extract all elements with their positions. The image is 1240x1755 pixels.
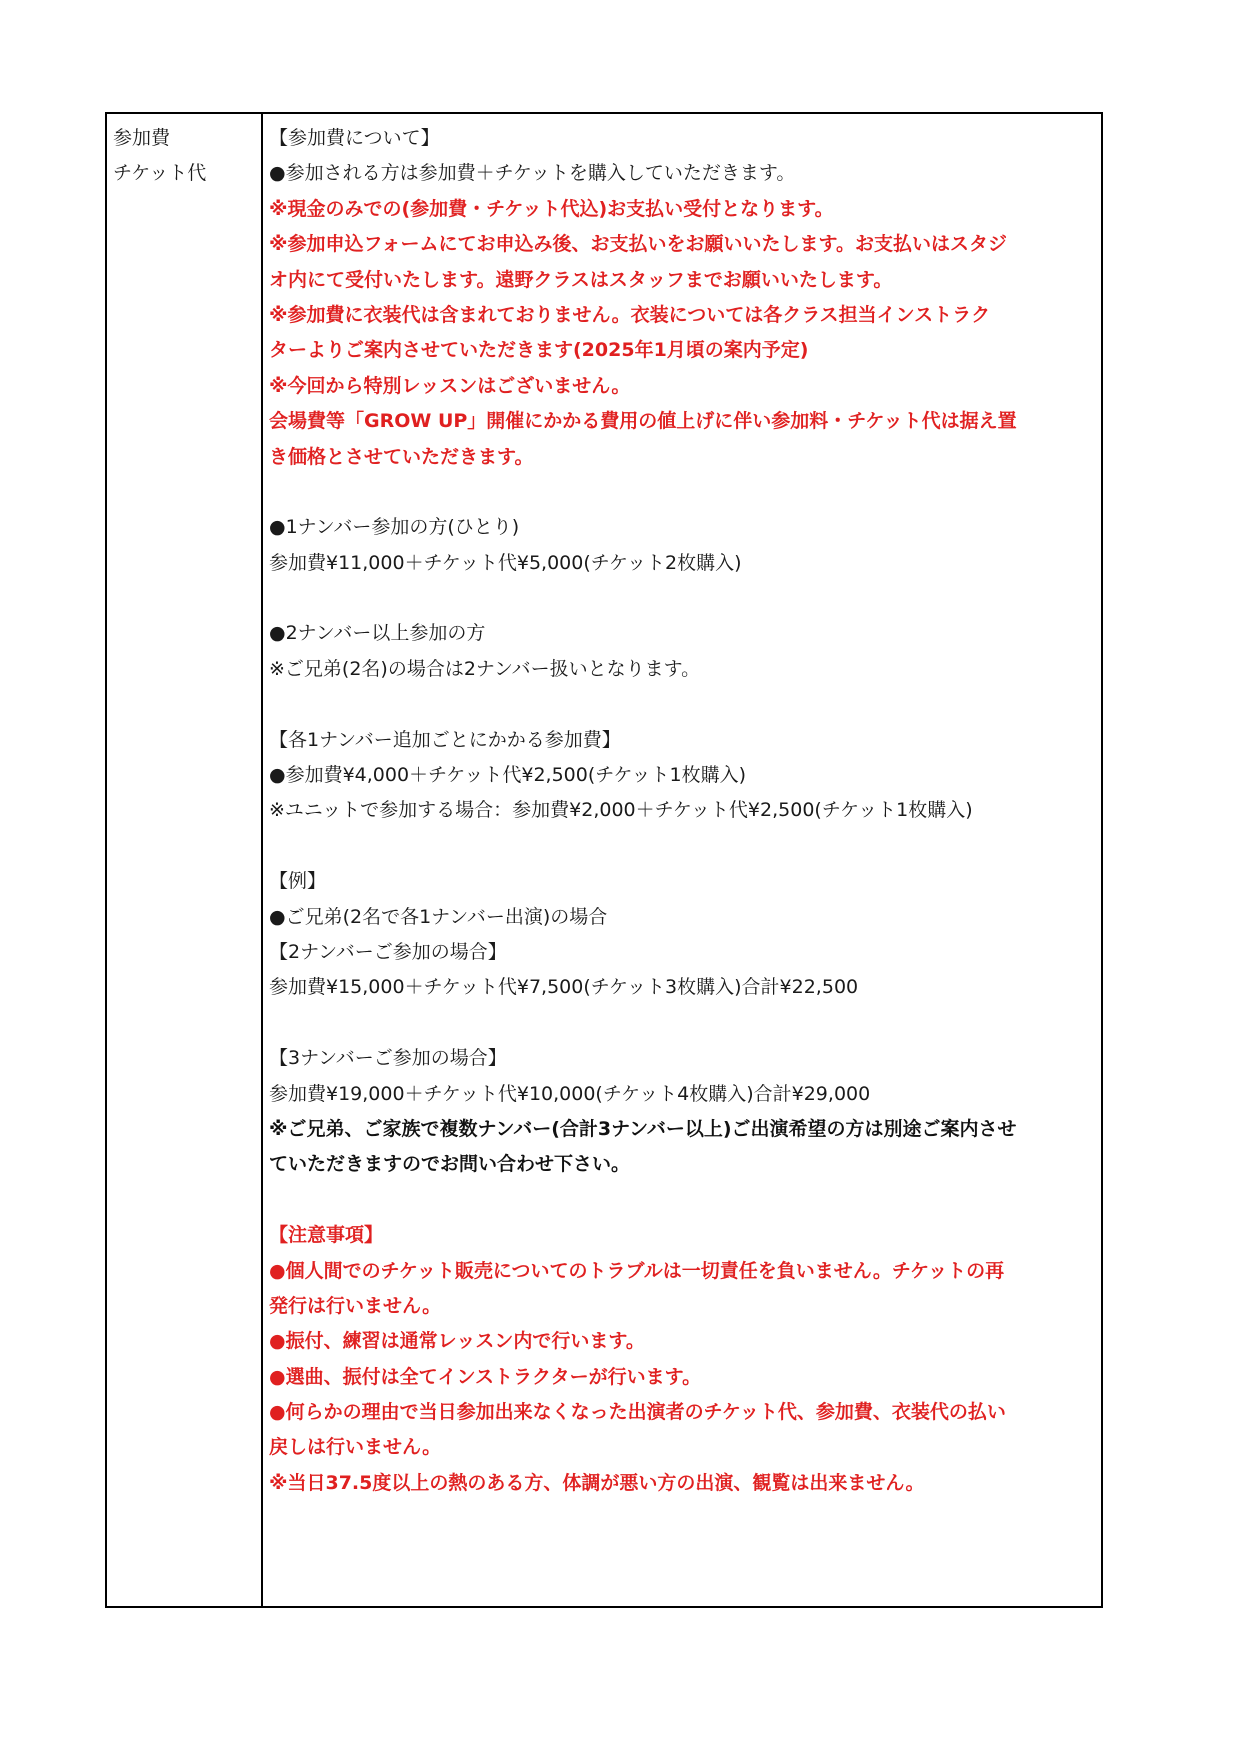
label-cell (107, 114, 263, 1606)
content-line: ●参加される方は参加費＋チケットを購入していただきます。 (269, 162, 796, 185)
content-line: 【参加費について】 (269, 127, 440, 149)
content-line: ●何らかの理由で当日参加出来なくなった出演者のチケット代、参加費、衣装代の払い (269, 1401, 1006, 1424)
content-line: 【注意事項】 (269, 1224, 384, 1247)
content-line: 発行は行いません。 (269, 1294, 442, 1317)
content-line: ※ご兄弟(2名)の場合は2ナンバー扱いとなります。 (269, 657, 701, 680)
content-line: ※ご兄弟、ご家族で複数ナンバー(合計3ナンバー以上)ご出演希望の方は別途ご案内させ (269, 1117, 1017, 1140)
content-line: ●1ナンバー参加の方(ひとり) (269, 516, 520, 539)
content-line: 戻しは行いません。 (269, 1436, 442, 1459)
blank-line (269, 581, 1087, 616)
content-line: 【3ナンバーご参加の場合】 (269, 1047, 507, 1070)
label-participation-fee: 参加費 (113, 127, 171, 149)
content-line: ●2ナンバー以上参加の方 (269, 622, 486, 645)
blank-line (269, 687, 1087, 722)
content-line: ●選曲、振付は全てインストラクターが行います。 (269, 1365, 702, 1388)
content-line: ※参加費に衣装代は含まれておりません。衣装については各クラス担当インストラク (269, 303, 991, 326)
content-line: ていただきますのでお問い合わせ下さい。 (269, 1153, 631, 1176)
label-ticket-fee: チケット代 (113, 162, 207, 185)
content-line: ●ご兄弟(2名で各1ナンバー出演)の場合 (269, 905, 608, 928)
content-line: 参加費¥19,000＋チケット代¥10,000(チケット4枚購入)合計¥29,000 (269, 1082, 871, 1105)
content-line: ※参加申込フォームにてお申込み後、お支払いをお願いいたします。お支払いはスタジ (269, 233, 1008, 256)
content-line: ※現金のみでの(参加費・チケット代込)お支払い受付となります。 (269, 197, 834, 220)
content-line: ●参加費¥4,000＋チケット代¥2,500(チケット1枚購入) (269, 764, 747, 787)
content-line: ●個人間でのチケット販売についてのトラブルは一切責任を負いません。チケットの再 (269, 1259, 1005, 1282)
content-line: 【各1ナンバー追加ごとにかかる参加費】 (269, 728, 621, 751)
content-line: ターよりご案内させていただきます(2025年1月頃の案内予定) (269, 339, 809, 362)
content-line: ●振付、練習は通常レッスン内で行います。 (269, 1330, 645, 1353)
content-line: ※今回から特別レッスンはございません。 (269, 374, 631, 397)
content-line: 【2ナンバーご参加の場合】 (269, 940, 507, 963)
content-line: 【例】 (269, 870, 327, 893)
blank-line (269, 1006, 1087, 1041)
content-line: き価格とさせていただきます。 (269, 445, 534, 468)
fee-table (105, 112, 1103, 1608)
content-line: オ内にて受付いたします。遠野クラスはスタッフまでお願いいたします。 (269, 268, 893, 291)
blank-line (269, 829, 1087, 864)
content-line: 会場費等「GROW UP」開催にかかる費用の値上げに伴い参加料・チケット代は据え置 (269, 410, 1017, 433)
content-line: ※当日37.5度以上の熱のある方、体調が悪い方の出演、観覧は出来ません。 (269, 1471, 925, 1494)
blank-line (269, 475, 1087, 510)
content-line: ※ユニットで参加する場合：参加費¥2,000＋チケット代¥2,500(チケット1枚購入) (269, 799, 973, 822)
content-line: 参加費¥15,000＋チケット代¥7,500(チケット3枚購入)合計¥22,500 (269, 976, 859, 999)
blank-line (269, 1183, 1087, 1218)
content-line: 参加費¥11,000＋チケット代¥5,000(チケット2枚購入) (269, 551, 742, 574)
content-cell (263, 114, 1101, 1606)
